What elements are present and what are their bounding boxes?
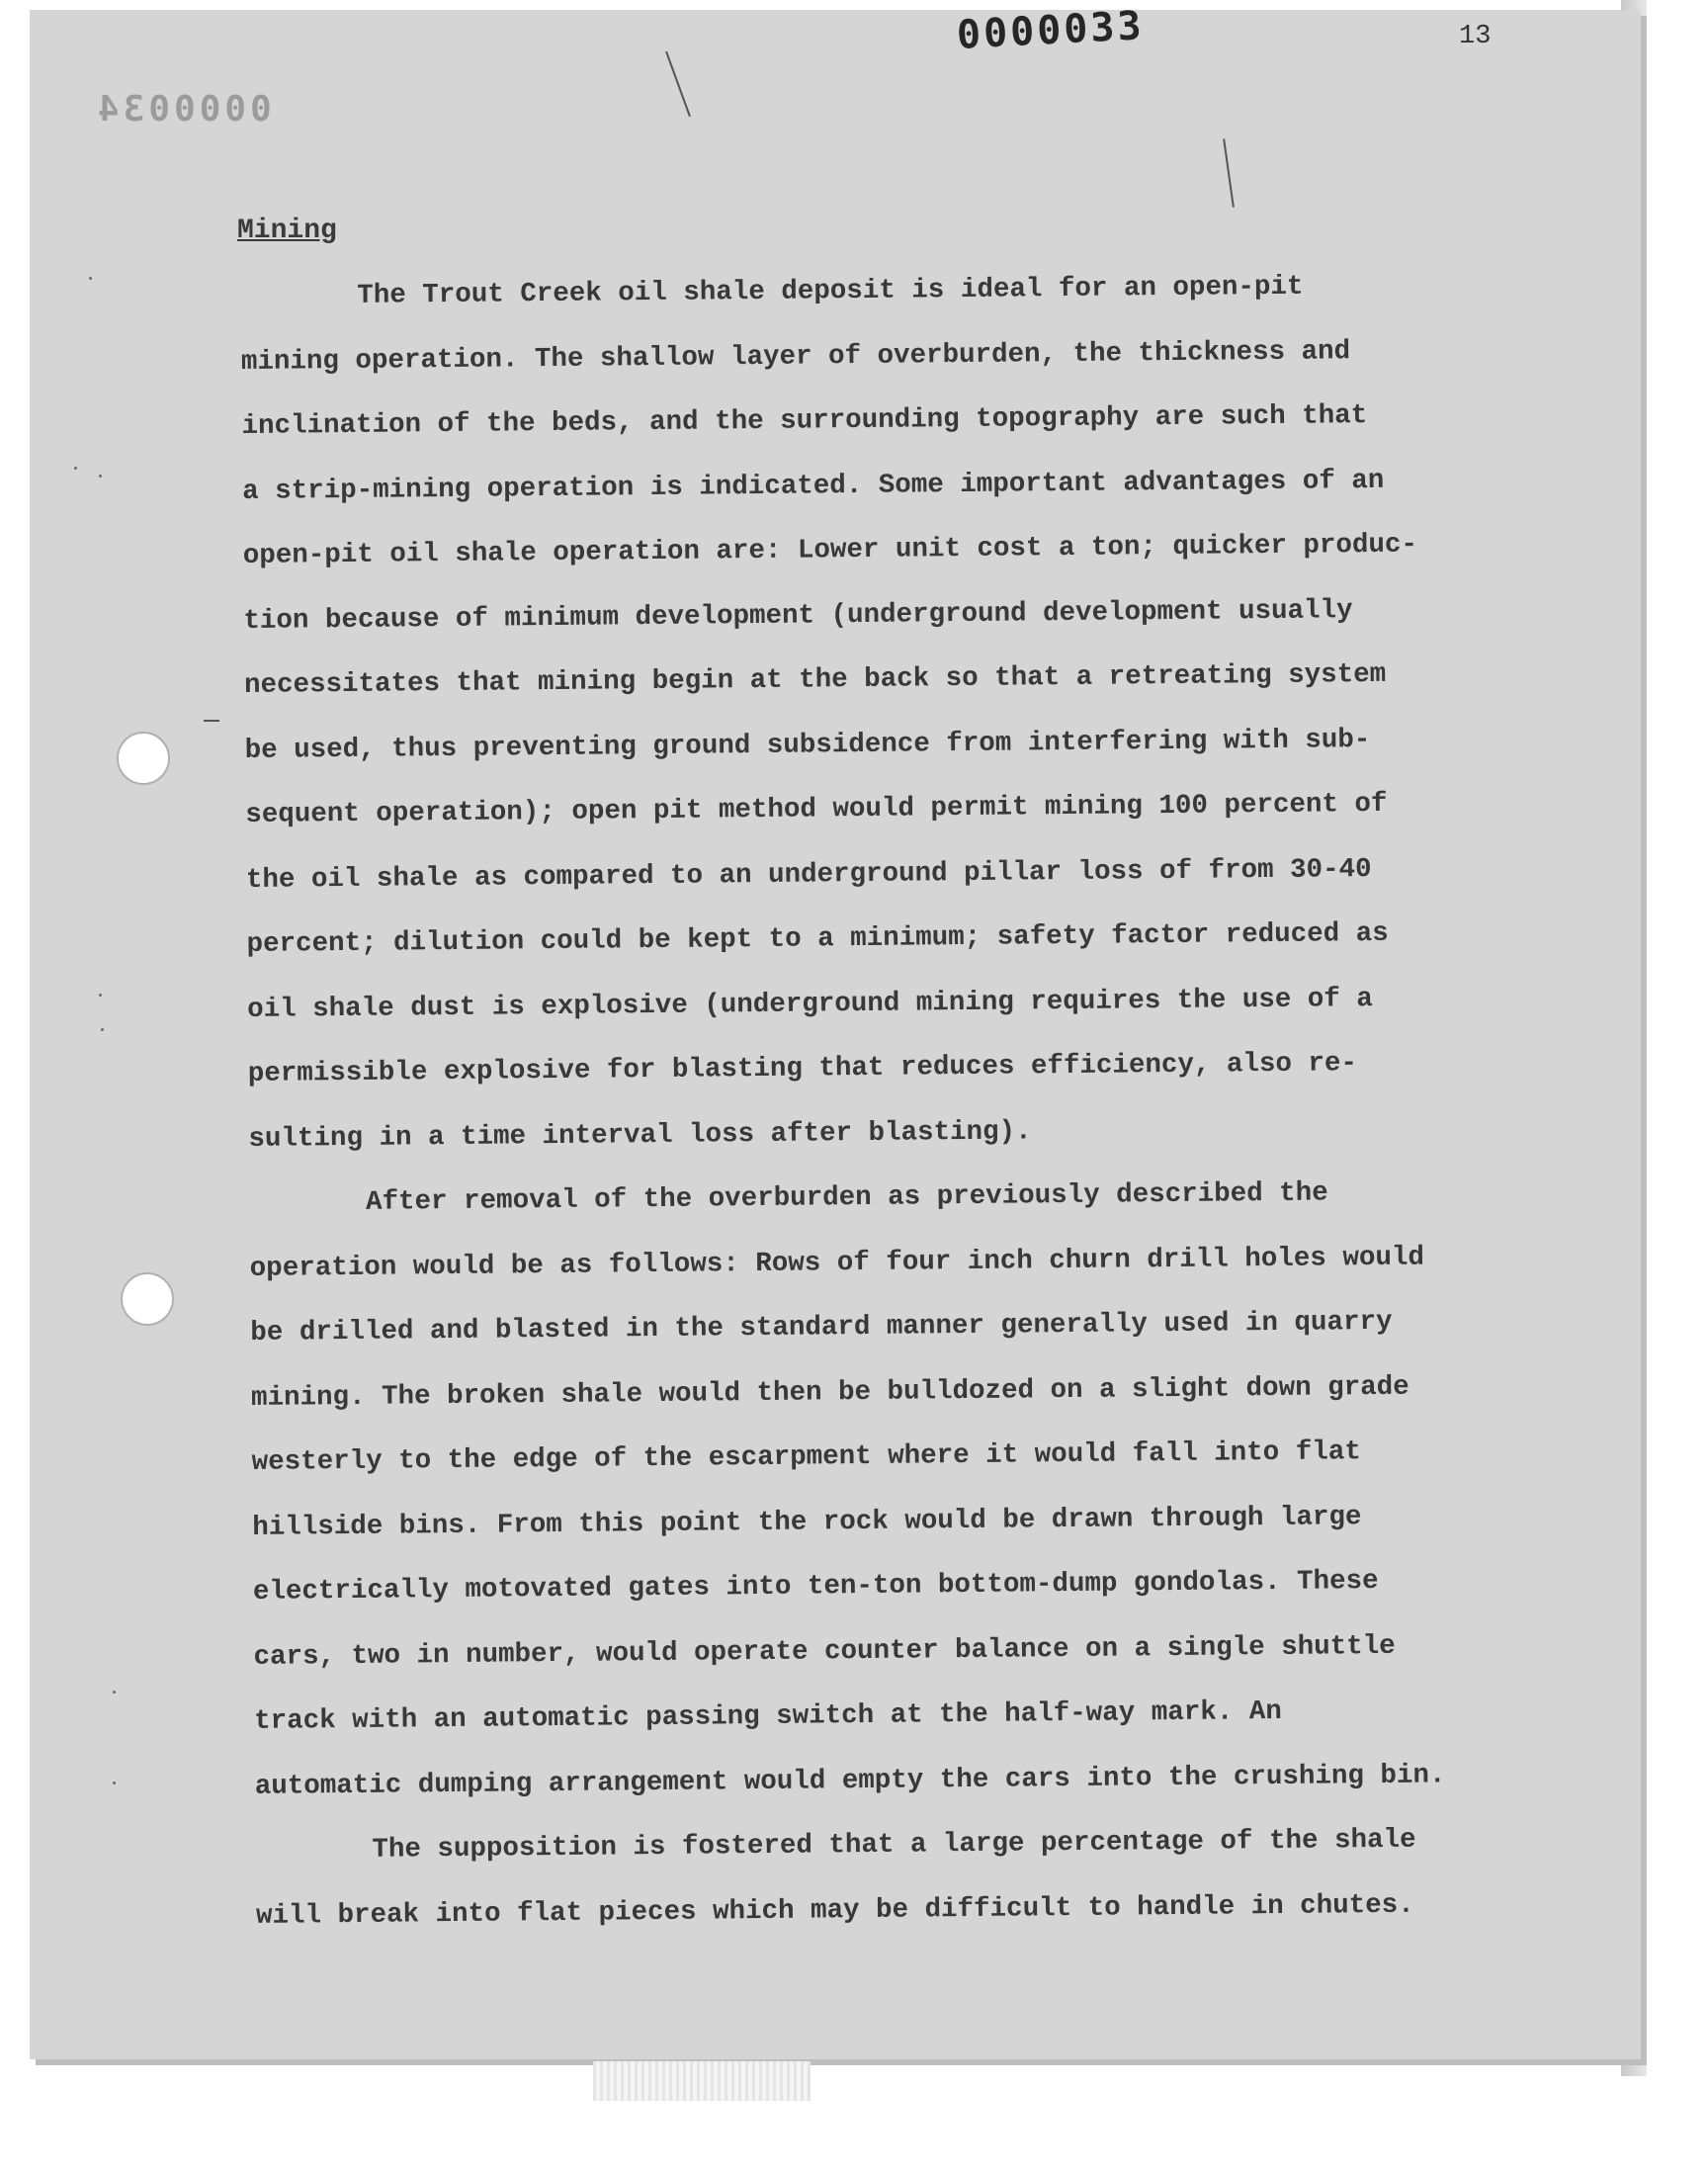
text-line: mining operation. The shallow layer of overburden, the thickness and (240, 335, 1351, 378)
punch-hole-upper (117, 732, 170, 785)
text-line: permissible explosive for blasting that reduces efficiency, also re- (247, 1048, 1358, 1089)
text-line: track with an automatic passing switch at the half-way mark. An (253, 1696, 1282, 1737)
text-line: oil shale dust is explosive (underground mining requires the use of a (247, 983, 1374, 1025)
page-number: 13 (1459, 22, 1492, 51)
text-line: necessitates that mining begin at the back so that a retreating system (243, 658, 1387, 701)
speck (89, 277, 92, 280)
text-line: be drilled and blasted in the standard manner generally used in quarry (250, 1306, 1393, 1348)
text-line: percent; dilution could be kept to a minimum; safety factor reduced as (246, 917, 1389, 960)
speck (99, 475, 102, 478)
speck (99, 994, 102, 997)
punch-hole-lower (121, 1272, 174, 1326)
section-heading: Mining (237, 216, 337, 246)
text-line: tion because of minimum development (underground development usually (243, 594, 1353, 637)
scan-mark (204, 720, 219, 722)
text-line: open-pit oil shale operation are: Lower unit cost a ton; quicker produc- (242, 529, 1418, 571)
text-line: automatic dumping arrangement would empty the cars into the crushing bin. (254, 1759, 1446, 1802)
text-line: mining. The broken shale would then be bulldozed on a slight down grade (250, 1371, 1409, 1414)
text-line: After removal of the overburden as previously described the (365, 1177, 1328, 1218)
speck (101, 1028, 104, 1031)
text-line: electrically motovated gates into ten-ton bottom-dump gondolas. These (252, 1566, 1379, 1608)
speck (113, 1782, 116, 1784)
text-line: The supposition is fostered that a large percentage of the shale (372, 1824, 1416, 1866)
speck (74, 467, 77, 470)
text-line: westerly to the edge of the escarpment where it would fall into flat (251, 1436, 1361, 1478)
text-line: a strip-mining operation is indicated. Some important advantages of an (242, 465, 1385, 507)
text-line: hillside bins. From this point the rock would be drawn through large (252, 1501, 1362, 1543)
faded-bates-stamp: 0000034 (94, 89, 272, 130)
text-line: the oil shale as compared to an underground pillar loss of from 30-40 (245, 853, 1372, 896)
bates-stamp: 0000033 (955, 3, 1146, 58)
text-line: cars, two in number, would operate counter balance on a single shuttle (253, 1630, 1396, 1673)
text-line: The Trout Creek oil shale deposit is ideal for an open-pit (357, 271, 1304, 311)
speck (113, 1691, 116, 1694)
text-line: be used, thus preventing ground subsidence from interfering with sub- (244, 724, 1371, 766)
text-line: will break into flat pieces which may be difficult to handle in chutes. (255, 1889, 1414, 1932)
scan-artifact (593, 2061, 811, 2101)
scan-mark (665, 51, 691, 117)
text-line: sequent operation); open pit method would permit mining 100 percent of (245, 788, 1388, 830)
text-line: sulting in a time interval loss after blasting). (248, 1115, 1032, 1155)
scan-mark (1223, 138, 1235, 208)
text-line: inclination of the beds, and the surrounding topography are such that (241, 400, 1368, 442)
text-line: operation would be as follows: Rows of four inch churn drill holes would (249, 1242, 1425, 1284)
body-text (240, 253, 1531, 1949)
